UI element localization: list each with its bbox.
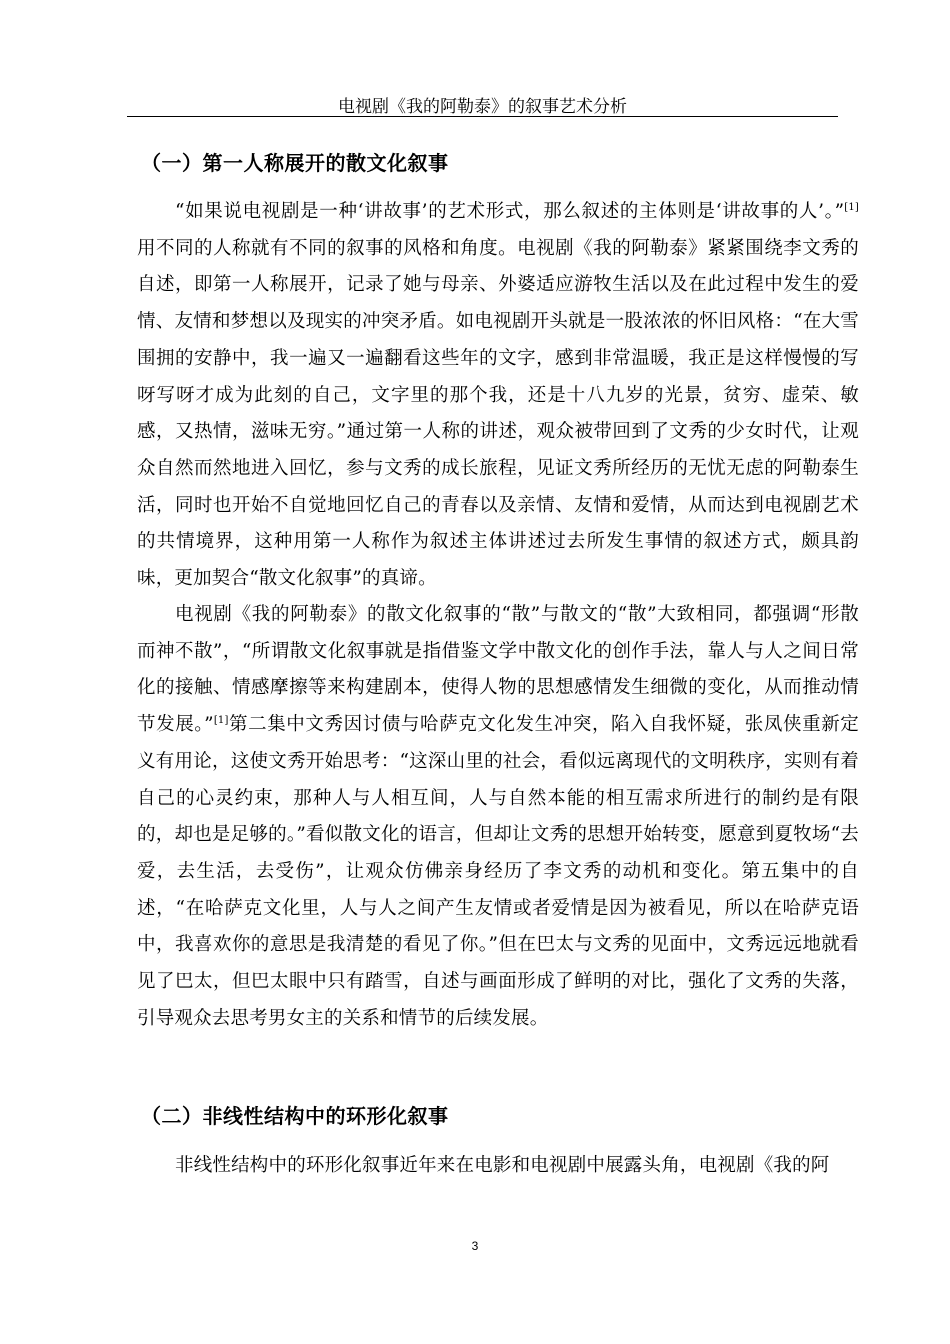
paragraph-text: 非线性结构中的环形化叙事近年来在电影和电视剧中展露头角，电视剧《我的阿 — [175, 1155, 830, 1176]
body-paragraph — [137, 597, 859, 1037]
citation-ref: [1] — [844, 201, 859, 213]
paragraph-text: “如果说电视剧是一种‘讲故事’的艺术形式，那么叙述的主体则是‘讲故事的人’。” — [175, 201, 845, 222]
paragraph-text: 用不同的人称就有不同的叙事的风格和角度。电视剧《我的阿勒泰》紧紧围绕李文秀的自述，即第一人称展开，记录了她与母亲、外婆适应游牧生活以及在此过程中发生的爱情、友情和梦想以及现实的冲突矛盾。如电视剧开头就是一股浓浓的怀旧风格：“在大雪围拥的安静中，我一遍又一遍翻看这些年的文字，感到非常温暖，我正是这样慢慢的写呀写呀才成为此刻的自己，文字里的那个我，还是十八九岁的光景，贫穷、虚荣、敏感，又热情，滋味无穷。”通过第一人称的讲述，观众被带回到了文秀的少女时代，让观众自然而然地进入回忆，参与文秀的成长旅程，见证文秀所经历的无忧无虑的阿勒泰生活，同时也开始不自觉地回忆自己的青春以及亲情、友情和爱情，从而达到电视剧艺术的共情境界，这种用第一人称作为叙述主体讲述过去所发生事情的叙述方式，颇具韵味，更加契合“散文化叙事”的真谛。 — [137, 237, 859, 590]
body-paragraph — [137, 1148, 859, 1185]
header-rule — [127, 116, 838, 117]
body-paragraph — [137, 194, 859, 598]
paragraph-text: 电视剧《我的阿勒泰》的散文化叙事的“散”与散文的“散”大致相同，都强调“形散而神不散”，“所谓散文化叙事就是指借鉴文学中散文化的创作手法，靠人与人之间日常化的接触、情感摩擦等来构建剧本，使得人物的思想感情发生细微的变化，从而推动情节发展。” — [137, 604, 859, 736]
running-header-title: 电视剧《我的阿勒泰》的叙事艺术分析 — [338, 97, 627, 117]
section-heading-2: （二）非线性结构中的环形化叙事 — [141, 1104, 449, 1128]
page-number: 3 — [471, 1239, 479, 1253]
citation-ref: [1] — [213, 714, 229, 726]
paragraph-text: 第二集中文秀因讨债与哈萨克文化发生冲突，陷入自我怀疑，张凤侠重新定义有用论，这使文秀开始思考：“这深山里的社会，看似远离现代的文明秩序，实则有着自己的心灵约束，那种人与人相互间，人与自然本能的相互需求所进行的制约是有限的，却也是足够的。”看似散文化的语言，但却让文秀的思想开始转变，愿意到夏牧场“去爱，去生活，去受伤”，让观众仿佛亲身经历了李文秀的动机和变化。第五集中的自述，“在哈萨克文化里，人与人之间产生友情或者爱情是因为被看见，所以在哈萨克语中，我喜欢你的意思是我清楚的看见了你。”但在巴太与文秀的见面中，文秀远远地就看见了巴太，但巴太眼中只有踏雪，自述与画面形成了鲜明的对比，强化了文秀的失落，引导观众去思考男女主的关系和情节的后续发展。 — [137, 714, 859, 1029]
section-heading-1: （一）第一人称展开的散文化叙事 — [141, 151, 449, 175]
